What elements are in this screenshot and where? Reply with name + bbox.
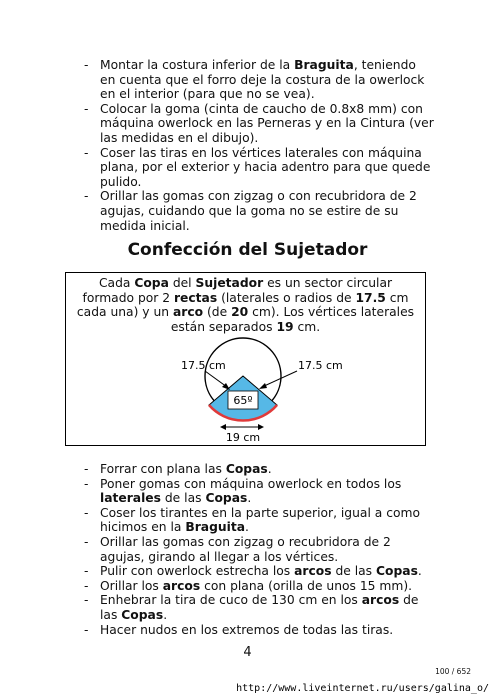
bottom-list-item: - Pulir con owerlock estrecha los arcos de las Copas.: [84, 564, 422, 579]
bottom-list-item: - Enhebrar la tira de cuco de 130 cm en los arcos de las Copas.: [84, 593, 419, 622]
watermark-url: http://www.liveinternet.ru/users/galina_o/: [236, 683, 489, 694]
left-arrow-line: [205, 371, 227, 387]
top-list-item: - Montar la costura inferior de la Braguita, teniendo en cuenta que el forro deje la costura de la owerlock en el interior (para que no se vea).: [84, 58, 425, 102]
page-number: 4: [243, 645, 252, 660]
bottom-list-item: - Forrar con plana las Copas.: [84, 462, 272, 476]
info-box: [65, 272, 426, 446]
right-length-label: 17.5 cm: [298, 359, 343, 372]
bottom-arrowhead-left: [220, 424, 226, 430]
top-list-item: - Colocar la goma (cinta de caucho de 0.8x8 mm) con máquina owerlock en las Perneras y en la Cintura (ver las medidas en el dibujo).: [84, 101, 434, 145]
top-list-item: - Orillar las gomas con zigzag o con recubridora de 2 agujas, cuidando que la goma no se estire de su medida inicial.: [84, 189, 417, 233]
cup-diagram: [66, 273, 427, 447]
info-box-text: Cada Copa del Sujetador es un sector circular formado por 2 rectas (laterales o radios de 17.5 cm cada una) y un arco (de 20 cm). Los vértices laterales están separados 19 cm.: [76, 276, 415, 334]
top-list-item: - Coser las tiras en los vértices laterales con máquina plana, por el exterior y hacia adentro para que quede pulido.: [84, 145, 431, 189]
bottom-list-item: - Coser los tirantes en la parte superior, igual a como hicimos en la Braguita.: [84, 505, 420, 535]
bottom-list-item: - Orillar los arcos con plana (orilla de unos 15 mm).: [84, 578, 413, 593]
section-heading: Confección del Sujetador: [127, 240, 368, 260]
instructions-list-top: [84, 58, 434, 233]
bottom-list-item: - Poner gomas con máquina owerlock en todos los laterales de las Copas.: [84, 476, 402, 506]
bottom-list-item: - Hacer nudos en los extremos de todas las tiras.: [84, 622, 394, 637]
right-arrowhead: [259, 383, 267, 389]
angle-label: 65º: [233, 394, 253, 407]
bottom-arrowhead-right: [258, 424, 264, 430]
bottom-list-item: - Orillar las gomas con zigzag o recubridora de 2 agujas, girando al llegar a los vértices.: [84, 534, 391, 564]
bottom-length-label: 19 cm: [225, 431, 261, 444]
left-length-label: 17.5 cm: [181, 359, 226, 372]
page-counter: 100 / 652: [435, 667, 471, 676]
instructions-list-bottom: [84, 462, 434, 637]
